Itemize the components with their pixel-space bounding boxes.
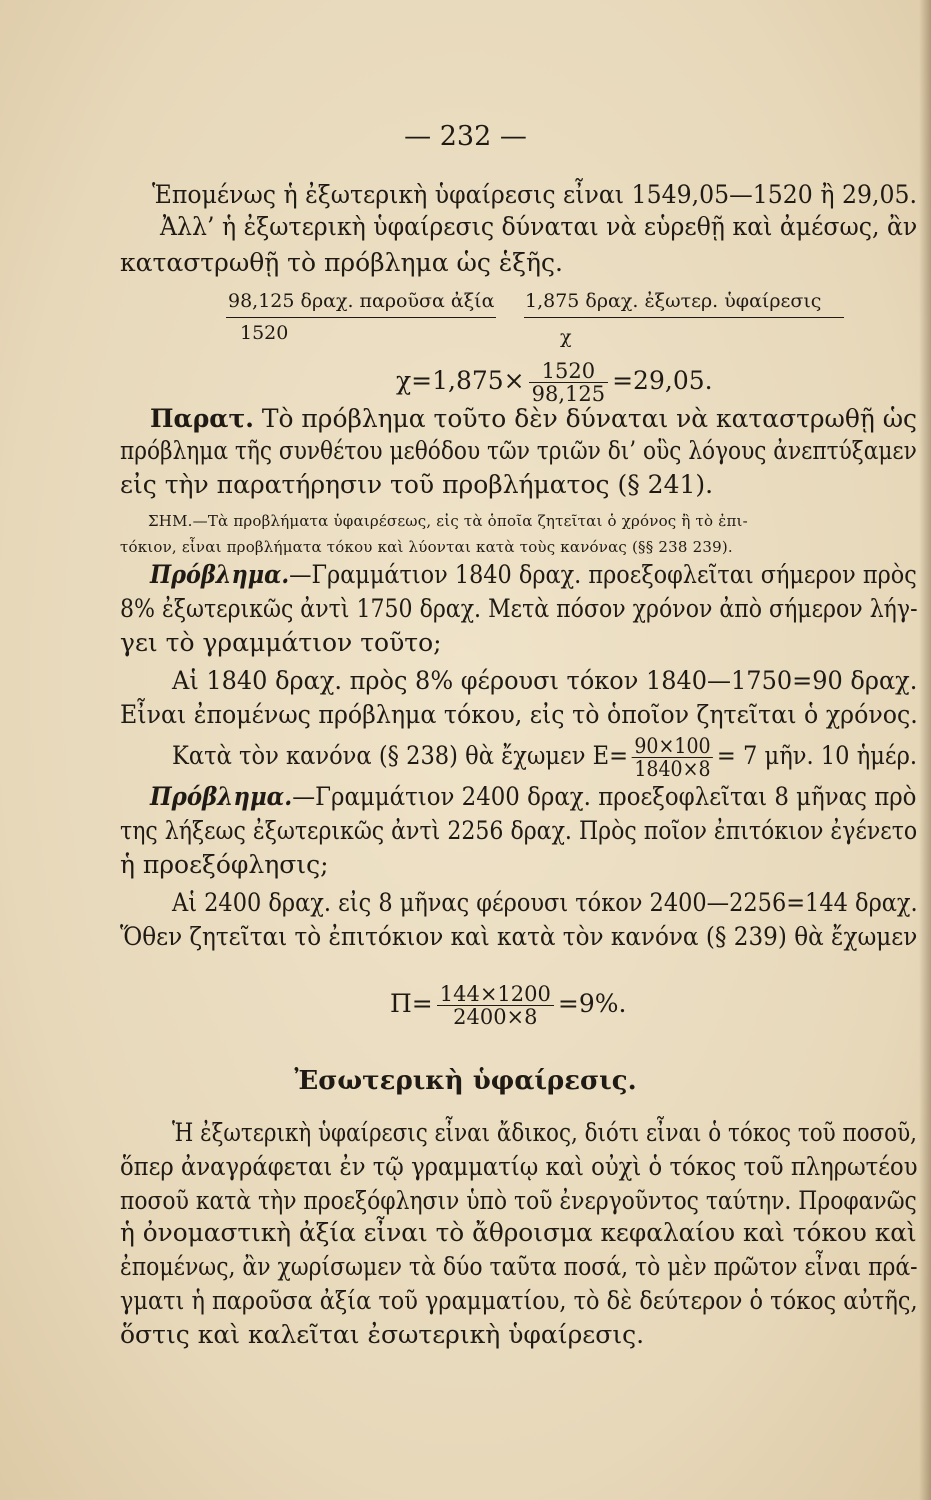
- formula-text: Κατὰ τὸν κανόνα (§ 238) θὰ ἔχωμεν Ε=: [172, 741, 629, 770]
- note-line: ΣΗΜ.—Τὰ προβλήματα ὑφαιρέσεως, εἰς τὰ ὁποῖα ζητεῖται ὁ χρόνος ἢ τὸ ἐπι-: [148, 512, 748, 530]
- problem-line: [150, 782, 916, 812]
- formula-denominator: 1840×8: [634, 757, 711, 781]
- problem-line: [150, 560, 917, 590]
- formula-x: [396, 356, 713, 406]
- table-cell-right-top: 1,875 δραχ. ἐξωτερ. ὑφαίρεσις: [525, 290, 822, 312]
- page-number: — 232 —: [404, 121, 527, 152]
- problem-text: —Γραμμάτιον 1840 δραχ. προεξοφλεῖται σήμερον πρὸς: [289, 560, 917, 589]
- body-line: ποσοῦ κατὰ τὴν προεξόφλησιν ὑπὸ τοῦ ἐνεργοῦντος ταύτην. Προφανῶς: [120, 1186, 917, 1215]
- body-line: γματι ἡ παροῦσα ἀξία τοῦ γραμματίου, τὸ δὲ δεύτερον ὁ τόκος αὐτῆς,: [120, 1286, 918, 1315]
- formula-rhs: =9%.: [557, 989, 627, 1018]
- formula-fraction: [632, 735, 714, 780]
- text-line: καταστρωθῇ τὸ πρόβλημα ὡς ἑξῆς.: [120, 248, 563, 277]
- formula-lhs: Π=: [390, 989, 433, 1018]
- remark-line: [150, 404, 917, 434]
- body-line: ἡ ὀνομαστικὴ ἀξία εἶναι τὸ ἄθροισμα κεφαλαίου καὶ τόκου καὶ: [120, 1218, 917, 1247]
- formula-rate: [390, 978, 626, 1030]
- problem-line: 8% ἐξωτερικῶς ἀντὶ 1750 δραχ. Μετὰ πόσον χρόνον ἀπὸ σήμερον λήγ-: [120, 594, 918, 623]
- problem-label: Πρόβλημα.: [150, 782, 293, 811]
- remark-text: Τὸ πρόβλημα τοῦτο δὲν δύναται νὰ καταστρωθῇ ὡς: [261, 404, 918, 433]
- formula-fraction: [437, 983, 554, 1028]
- solution-formula: [172, 730, 917, 782]
- formula-numerator: 1520: [529, 360, 608, 383]
- solution-line: Εἶναι ἐπομένως πρόβλημα τόκου, εἰς τὸ ὁποῖον ζητεῖται ὁ χρόνος.: [120, 700, 918, 729]
- text-line: Ἑπομένως ἡ ἐξωτερικὴ ὑφαίρεσις εἶναι 1549,05—1520 ἢ 29,05.: [152, 180, 918, 209]
- remark-line: πρόβλημα τῆς συνθέτου μεθόδου τῶν τριῶν δι’ οὓς λόγους ἀνεπτύξαμεν: [120, 436, 917, 465]
- body-line: ἐπομένως, ἂν χωρίσωμεν τὰ δύο ταῦτα ποσά, τὸ μὲν πρῶτον εἶναι πρά-: [120, 1252, 918, 1281]
- problem-line: ἡ προεξόφλησις;: [120, 850, 329, 879]
- problem-line: γει τὸ γραμμάτιον τοῦτο;: [120, 628, 442, 657]
- formula-fraction: [529, 360, 608, 405]
- table-cell-left-top: 98,125 δραχ. παροῦσα ἀξία: [228, 290, 495, 312]
- problem-line: της λήξεως ἐξωτερικῶς ἀντὶ 2256 δραχ. Πρὸς ποῖον ἐπιτόκιον ἐγένετο: [120, 816, 918, 845]
- formula-result: = 7 μῆν. 10 ἡμέρ.: [716, 741, 918, 770]
- formula-denominator: 2400×8: [453, 1005, 538, 1029]
- note-line: τόκιον, εἶναι προβλήματα τόκου καὶ λύονται κατὰ τοὺς κανόνας (§§ 238 239).: [120, 538, 733, 556]
- table-rule-right: [524, 317, 844, 318]
- formula-numerator: 144×1200: [437, 983, 554, 1006]
- remark-line: εἰς τὴν παρατήρησιν τοῦ προβλήματος (§ 241).: [120, 470, 714, 499]
- solution-line: Αἱ 2400 δραχ. εἰς 8 μῆνας φέρουσι τόκον 2400—2256=144 δραχ.: [172, 888, 918, 917]
- formula-numerator: 90×100: [632, 735, 714, 758]
- page-edge-shadow: [919, 0, 931, 1500]
- body-line: Ἡ ἐξωτερικὴ ὑφαίρεσις εἶναι ἄδικος, διότι εἶναι ὁ τόκος τοῦ ποσοῦ,: [172, 1118, 917, 1147]
- problem-label: Πρόβλημα.: [150, 560, 290, 589]
- formula-lhs: χ=1,875×: [396, 366, 525, 395]
- body-line: ὅστις καὶ καλεῖται ἐσωτερικὴ ὑφαίρεσις.: [120, 1320, 645, 1349]
- solution-line: Ὅθεν ζητεῖται τὸ ἐπιτόκιον καὶ κατὰ τὸν κανόνα (§ 239) θὰ ἔχωμεν: [120, 922, 918, 951]
- problem-text: —Γραμμάτιον 2400 δραχ. προεξοφλεῖται 8 μῆνας πρὸ: [292, 782, 917, 811]
- remark-label: Παρατ.: [150, 404, 254, 433]
- table-cell-left-bottom: 1520: [240, 322, 289, 344]
- body-line: ὅπερ ἀναγράφεται ἐν τῷ γραμματίῳ καὶ οὐχὶ ὁ τόκος τοῦ πληρωτέου: [120, 1152, 918, 1181]
- formula-rhs: =29,05.: [612, 366, 713, 395]
- section-title: Ἐσωτερικὴ ὑφαίρεσις.: [294, 1066, 637, 1096]
- solution-line: Αἱ 1840 δραχ. πρὸς 8% φέρουσι τόκον 1840—1750=90 δραχ.: [172, 666, 918, 695]
- table-cell-right-bottom: χ: [560, 326, 572, 348]
- text-line: Ἀλλ’ ἡ ἐξωτερικὴ ὑφαίρεσις δύναται νὰ εὑρεθῇ καὶ ἀμέσως, ἂν: [160, 212, 918, 241]
- formula-denominator: 98,125: [531, 382, 606, 406]
